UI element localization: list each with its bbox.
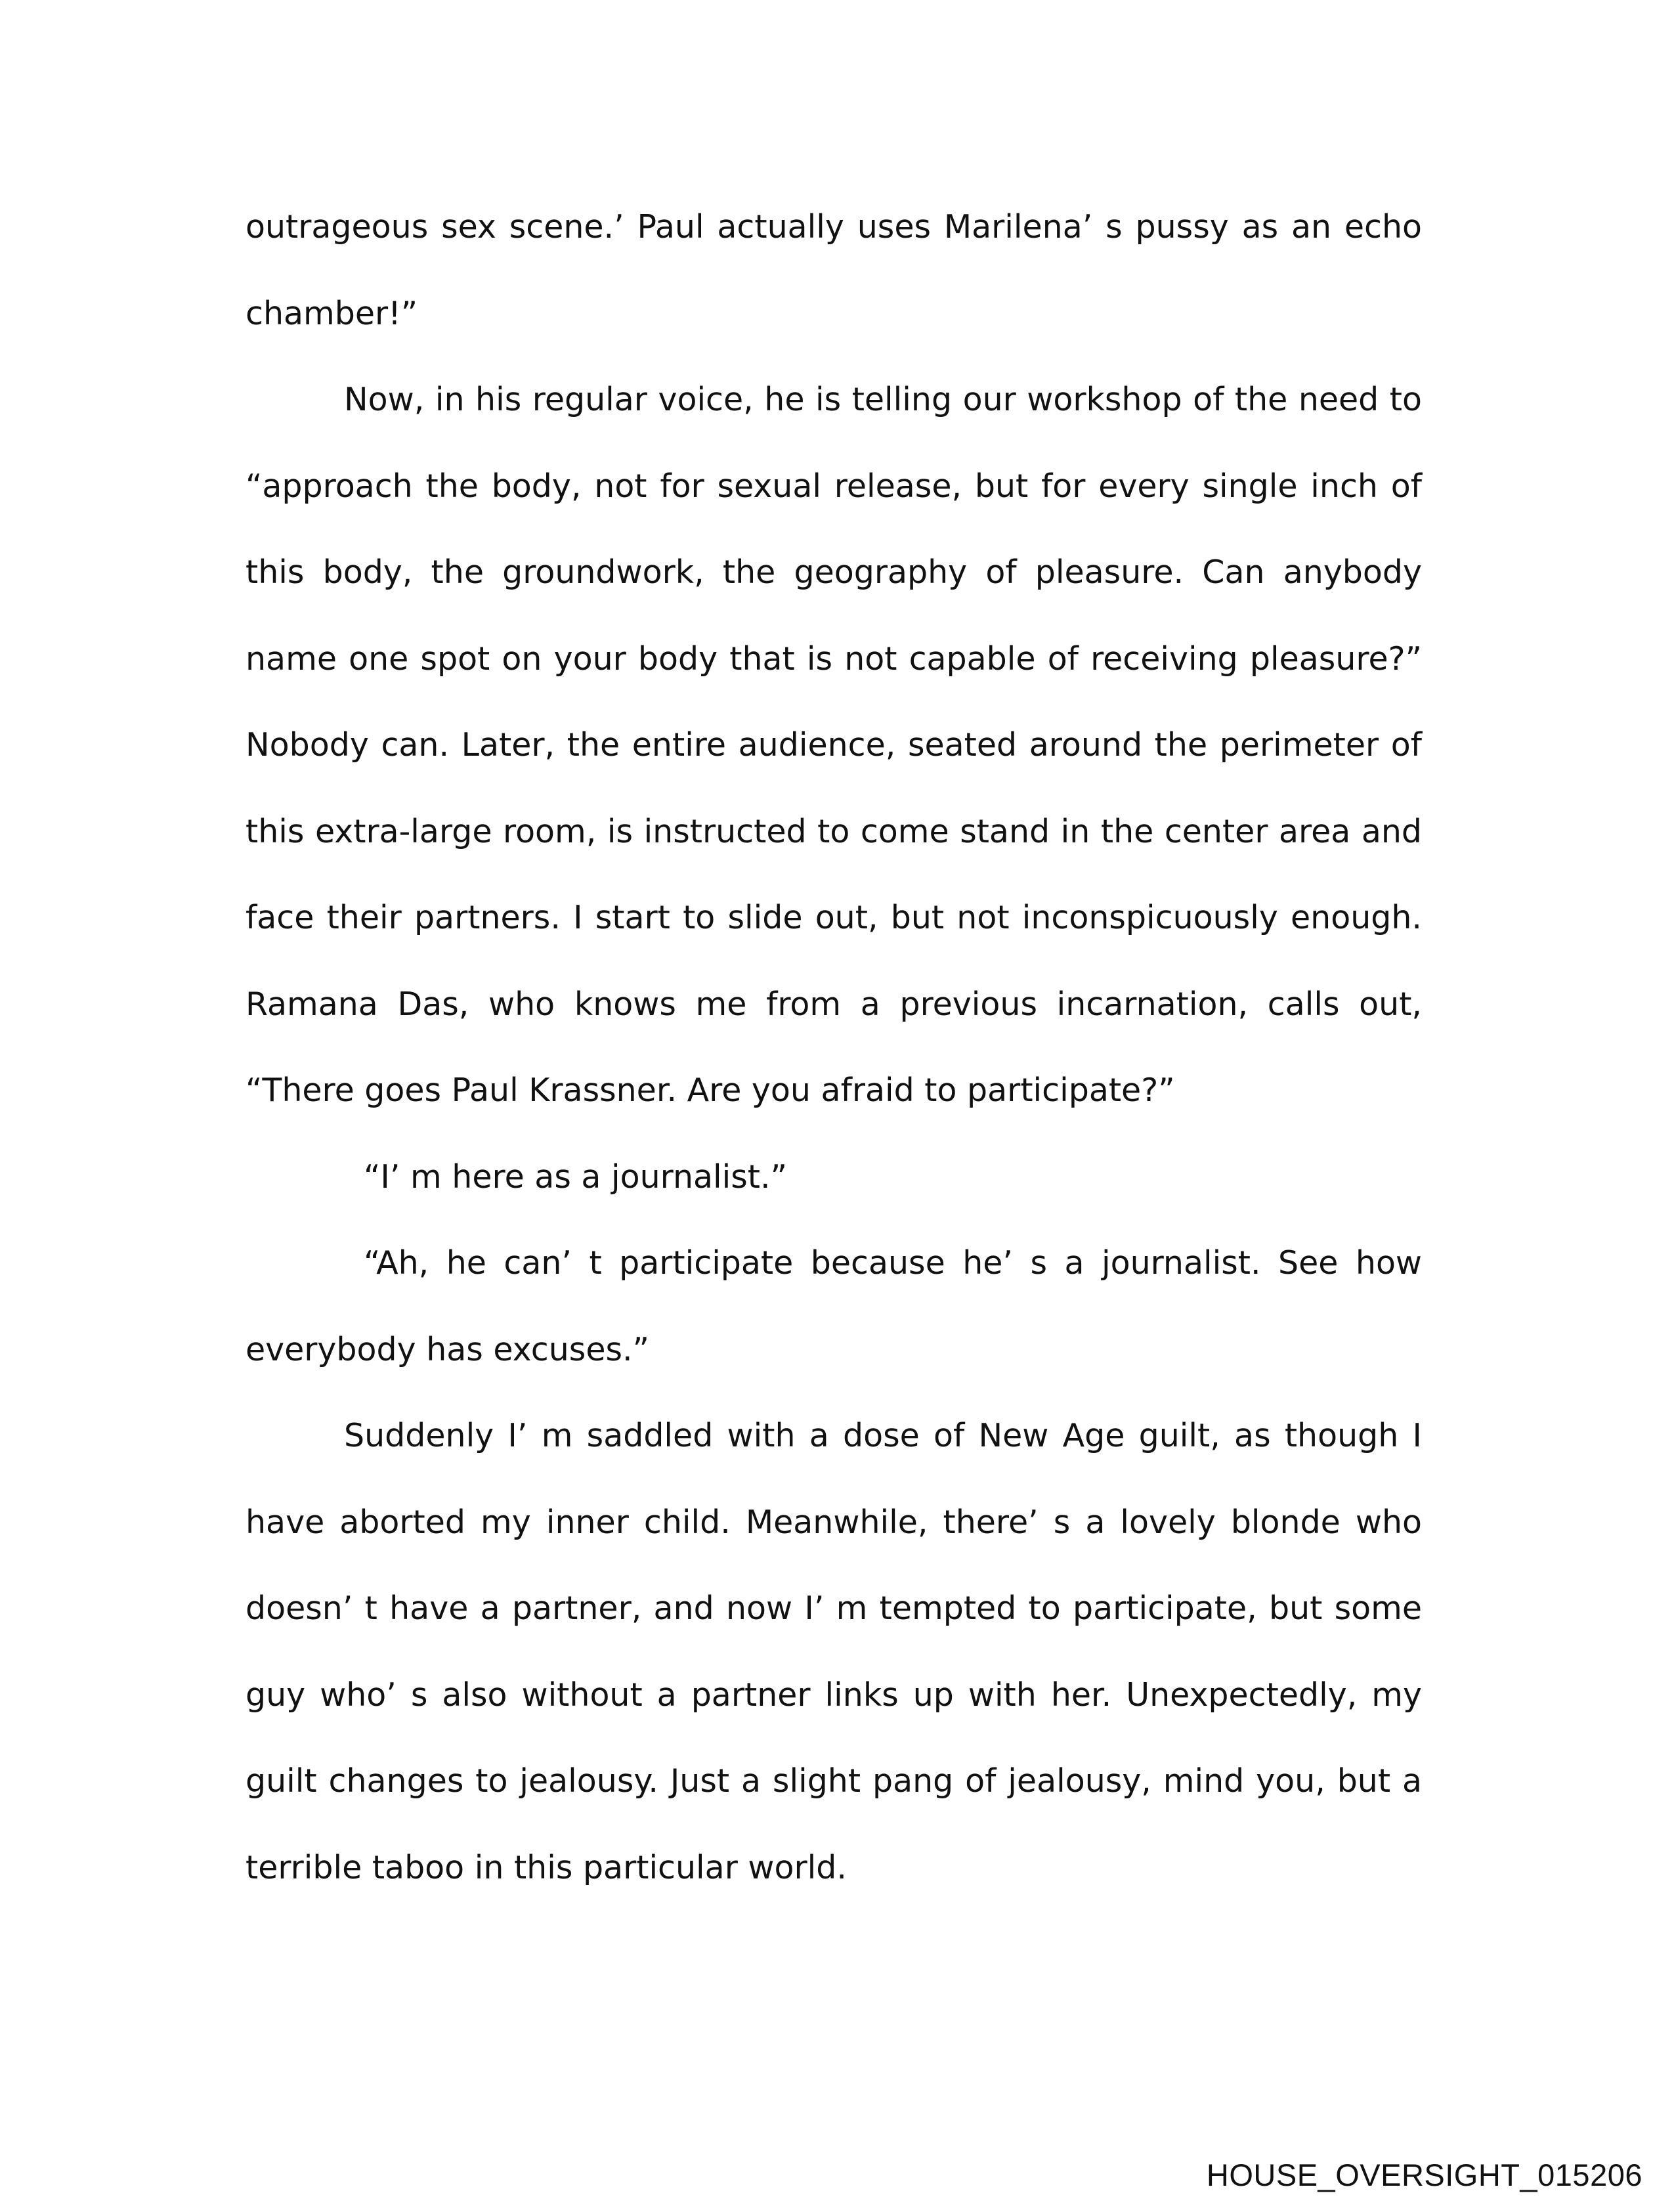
paragraph-continuation: outrageous sex scene.’ Paul actually uses Marilena’ s pussy as an echo chamber!” [246,208,1422,332]
paragraph-excuses: “Ah, he can’ t participate because he’ s a journalist. See how everybody has excuses.” [246,1244,1422,1368]
bates-stamp: HOUSE_OVERSIGHT_015206 [1206,2158,1642,2192]
paragraph-guilt: Suddenly I’ m saddled with a dose of New Age guilt, as though I have aborted my inner child. Meanwhile, there’ s a lovely blonde who doesn’ t have a partner, and now I’ m tempted to participate, but some guy who’ s also without a partner links up with her. Unexpectedly, my guilt changes to jealousy. Just a slight pang of jealousy, mind you, but a terrible taboo in this particular world. [246,1417,1422,1886]
paragraph-journalist-reply: “I’ m here as a journalist.” [364,1158,787,1196]
paragraph-workshop: Now, in his regular voice, he is telling our workshop of the need to “approach the body, not for sexual release, but for every single inch of this body, the groundwork, the geography of pleasure. Can anybody name one spot on your body that is not capable of receiving pleasure?” Nobody can. Later, the entire audience, seated around the perimeter of this extra-large room, is instructed to come stand in the center area and face their partners. I start to slide out, but not inconspicuously enough. Ramana Das, who knows me from a previous incarnation, calls out, “There goes Paul Krassner. Are you afraid to participate?” [246,381,1422,1109]
body-text [246,184,1422,1911]
